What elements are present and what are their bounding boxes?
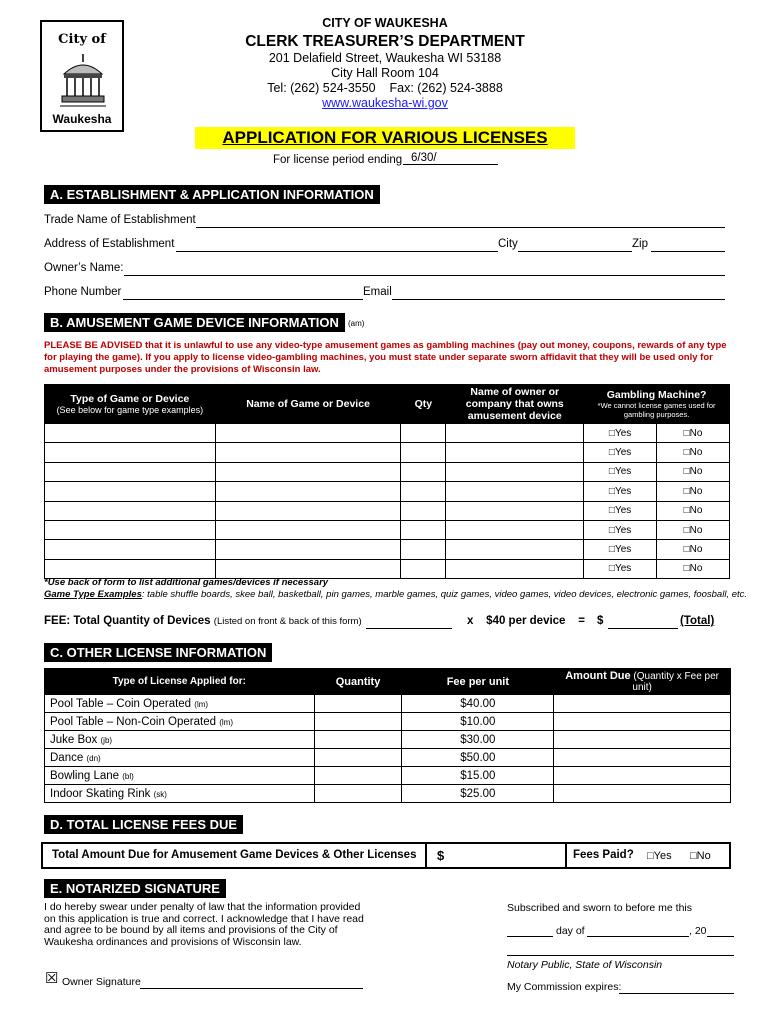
city-logo [40,20,124,132]
owner-label: Owner’s Name: [44,262,124,274]
website-link[interactable]: www.waukesha-wi.gov [322,96,448,110]
license-amount-cell[interactable] [554,695,731,713]
other-license-table [44,668,731,803]
section-b-header: B. AMUSEMENT GAME DEVICE INFORMATION [44,313,345,332]
game-qty-cell[interactable] [401,559,446,578]
gambling-no-checkbox[interactable]: □No [657,501,730,520]
signature-checkbox-icon[interactable]: ☒ [45,970,59,987]
license-row [45,785,731,803]
owner-signature-label: Owner Signature [62,976,141,988]
phone-label: Phone Number [44,286,122,298]
license-name: Juke Box [50,733,98,746]
email-field[interactable] [392,299,725,300]
game-name-cell[interactable] [215,424,401,443]
game-type-cell[interactable] [45,482,216,501]
day-field[interactable] [507,936,553,937]
license-name: Dance [50,751,84,764]
amusement-code: (am) [348,319,365,328]
section-e-header: E. NOTARIZED SIGNATURE [44,879,226,898]
game-name-cell[interactable] [215,559,401,578]
game-type-cell[interactable] [45,540,216,559]
zip-label: Zip [632,238,648,250]
fees-paid-yes-checkbox[interactable]: □Yes [647,850,672,862]
gambling-no-checkbox[interactable]: □No [657,540,730,559]
trade-name-label: Trade Name of Establishment [44,214,196,226]
license-qty-cell[interactable] [314,749,402,767]
col-license-amount: Amount Due (Quantity x Fee per unit) [554,669,731,695]
city-field[interactable] [518,251,632,252]
phone-line: Tel: (262) 524-3550 Fax: (262) 524-3888 [267,81,503,95]
license-type-cell [45,713,315,731]
game-qty-cell[interactable] [401,424,446,443]
game-type-cell[interactable] [45,501,216,520]
game-qty-cell[interactable] [401,443,446,462]
total-divider-2 [565,842,567,869]
game-qty-cell[interactable] [401,501,446,520]
game-name-cell[interactable] [215,501,401,520]
logo-town-text: Waukesha [52,112,112,126]
year-field[interactable] [707,936,734,937]
license-type-cell [45,785,315,803]
total-amount-label: Total Amount Due for Amusement Game Devices & Other Licenses [52,849,417,861]
license-qty-cell[interactable] [314,731,402,749]
game-row [45,520,730,539]
day-of-label: day of [556,925,585,937]
game-type-cell[interactable] [45,424,216,443]
license-amount-cell[interactable] [554,713,731,731]
logo-city-text: City of [58,32,106,47]
gambling-yes-checkbox[interactable]: □Yes [584,501,657,520]
game-examples: Game Type Examples: table shuffle boards, skee ball, basketball, pin games, marble games, quiz games, video games, video devices, electronic games, foosball, etc. [44,589,748,600]
address-field[interactable] [176,251,498,252]
room-line: City Hall Room 104 [331,66,439,80]
license-code: (lm) [194,699,209,709]
license-fee-cell: $40.00 [402,695,554,713]
section-d-header: D. TOTAL LICENSE FEES DUE [44,815,243,834]
city-heading: CITY OF WAUKESHA [322,16,448,30]
section-a-header: A. ESTABLISHMENT & APPLICATION INFORMATION [44,185,380,204]
game-row [45,501,730,520]
license-qty-cell[interactable] [314,713,402,731]
col-game-owner: Name of owner or company that owns amusement device [446,385,584,424]
license-type-cell [45,695,315,713]
license-code: (jb) [100,735,113,745]
fee-label: FEE: Total Quantity of Devices (Listed on front & back of this form) [44,615,362,627]
license-code: (bl) [122,771,134,781]
game-type-cell[interactable] [45,520,216,539]
col-license-qty: Quantity [314,669,402,695]
gambling-yes-checkbox[interactable]: □Yes [584,559,657,578]
license-row [45,695,731,713]
license-name: Bowling Lane [50,769,120,782]
subscribed-text: Subscribed and sworn to before me this [507,902,693,914]
game-owner-cell[interactable] [446,540,584,559]
col-license-type: Type of License Applied for: [45,669,315,695]
game-name-cell[interactable] [215,443,401,462]
license-name: Pool Table – Coin Operated [50,697,192,710]
game-name-cell[interactable] [215,462,401,481]
device-quantity-field[interactable] [366,628,452,629]
game-owner-cell[interactable] [446,482,584,501]
license-fee-cell: $50.00 [402,749,554,767]
month-field[interactable] [587,936,689,937]
game-qty-cell[interactable] [401,520,446,539]
license-fee-cell: $30.00 [402,731,554,749]
fee-dollar-sign: $ [597,615,604,627]
bandstand-icon [58,52,108,108]
license-qty-cell[interactable] [314,785,402,803]
commission-label: My Commission expires: [507,981,622,993]
game-type-cell[interactable] [45,443,216,462]
oath-text: I do hereby swear under penalty of law that the information provided on this application is true and correct. I acknowledge that I have read and agree to be bound by all items and provisions of the City of Waukesha ordinances and provisions of Wisconsin law. [44,901,364,948]
license-qty-cell[interactable] [314,695,402,713]
game-name-cell[interactable] [215,520,401,539]
game-name-cell[interactable] [215,540,401,559]
gambling-no-checkbox[interactable]: □No [657,482,730,501]
year-label: , 20 [689,925,707,937]
license-amount-cell[interactable] [554,731,731,749]
game-row [45,482,730,501]
license-qty-cell[interactable] [314,767,402,785]
gambling-warning: PLEASE BE ADVISED that it is unlawful to use any video-type amusement games as gambling machines (pay out money, coupons, rewards of any type for playing the game). If you apply to license video-gambling machines, you must state under separate sworn affidavit that they will be used only for amusement purposes under the provisions of Wisconsin law. [44,340,727,375]
additional-games-note: *Use back of form to list additional games/devices if necessary [44,577,329,588]
license-name: Indoor Skating Rink [50,787,151,800]
game-qty-cell[interactable] [401,482,446,501]
game-owner-cell[interactable] [446,424,584,443]
license-code: (sk) [153,789,167,799]
game-type-cell[interactable] [45,462,216,481]
email-label: Email [363,286,392,298]
fees-paid-no-checkbox[interactable]: □No [690,850,711,862]
fee-rate: x $40 per device = [467,615,585,627]
license-fee-cell: $25.00 [402,785,554,803]
game-row [45,540,730,559]
game-row [45,559,730,578]
license-row [45,749,731,767]
notary-label: Notary Public, State of Wisconsin [507,959,663,971]
total-divider [425,842,427,869]
license-row [45,767,731,785]
license-fee-cell: $10.00 [402,713,554,731]
gambling-yes-checkbox[interactable]: □Yes [584,443,657,462]
commission-field[interactable] [619,993,734,994]
game-qty-cell[interactable] [401,540,446,559]
game-owner-cell[interactable] [446,501,584,520]
col-gambling: Gambling Machine? *We cannot license games used for gambling purposes. [584,385,730,424]
license-code: (dn) [86,753,101,763]
gambling-yes-checkbox[interactable]: □Yes [584,540,657,559]
period-field[interactable]: 6/30/ [403,152,498,165]
game-row [45,424,730,443]
fee-total-label: (Total) [680,615,715,627]
license-type-cell [45,767,315,785]
gambling-yes-checkbox[interactable]: □Yes [584,424,657,443]
license-type-cell [45,749,315,767]
license-row [45,731,731,749]
address-label: Address of Establishment [44,238,175,250]
page-title: APPLICATION FOR VARIOUS LICENSES [222,128,548,147]
department-heading: CLERK TREASURER’S DEPARTMENT [245,33,525,50]
gambling-yes-checkbox[interactable]: □Yes [584,520,657,539]
col-license-fee: Fee per unit [402,669,554,695]
gambling-no-checkbox[interactable]: □No [657,520,730,539]
gambling-no-checkbox[interactable]: □No [657,559,730,578]
col-game-qty: Qty [401,385,446,424]
game-owner-cell[interactable] [446,443,584,462]
phone-field[interactable] [123,299,363,300]
game-owner-cell[interactable] [446,520,584,539]
license-amount-cell[interactable] [554,749,731,767]
gambling-no-checkbox[interactable]: □No [657,424,730,443]
gambling-yes-checkbox[interactable]: □Yes [584,462,657,481]
license-code: (lm) [219,717,233,727]
gambling-no-checkbox[interactable]: □No [657,462,730,481]
section-c-header: C. OTHER LICENSE INFORMATION [44,643,272,662]
game-qty-cell[interactable] [401,462,446,481]
zip-field[interactable] [651,251,725,252]
fee-total-field[interactable] [608,628,678,629]
game-row [45,462,730,481]
col-game-name: Name of Game or Device [215,385,401,424]
owner-signature-field[interactable] [140,988,363,989]
game-row [45,443,730,462]
license-fee-cell: $15.00 [402,767,554,785]
city-label: City [498,238,518,250]
total-dollar-sign[interactable]: $ [437,848,445,863]
license-name: Pool Table – Non-Coin Operated [50,715,217,728]
game-name-cell[interactable] [215,482,401,501]
notary-signature-field[interactable] [507,955,734,956]
license-amount-cell[interactable] [554,767,731,785]
license-type-cell [45,731,315,749]
owner-field[interactable] [124,275,725,276]
license-amount-cell[interactable] [554,785,731,803]
game-type-cell[interactable] [45,559,216,578]
game-owner-cell[interactable] [446,559,584,578]
game-device-table [44,384,730,579]
period-label: For license period ending [273,154,403,166]
fees-paid-label: Fees Paid? [573,849,634,861]
game-owner-cell[interactable] [446,462,584,481]
gambling-no-checkbox[interactable]: □No [657,443,730,462]
trade-name-field[interactable] [196,227,725,228]
address-line: 201 Delafield Street, Waukesha WI 53188 [268,51,502,65]
license-row [45,713,731,731]
col-game-type: Type of Game or Device (See below for game type examples) [45,385,216,424]
gambling-yes-checkbox[interactable]: □Yes [584,482,657,501]
